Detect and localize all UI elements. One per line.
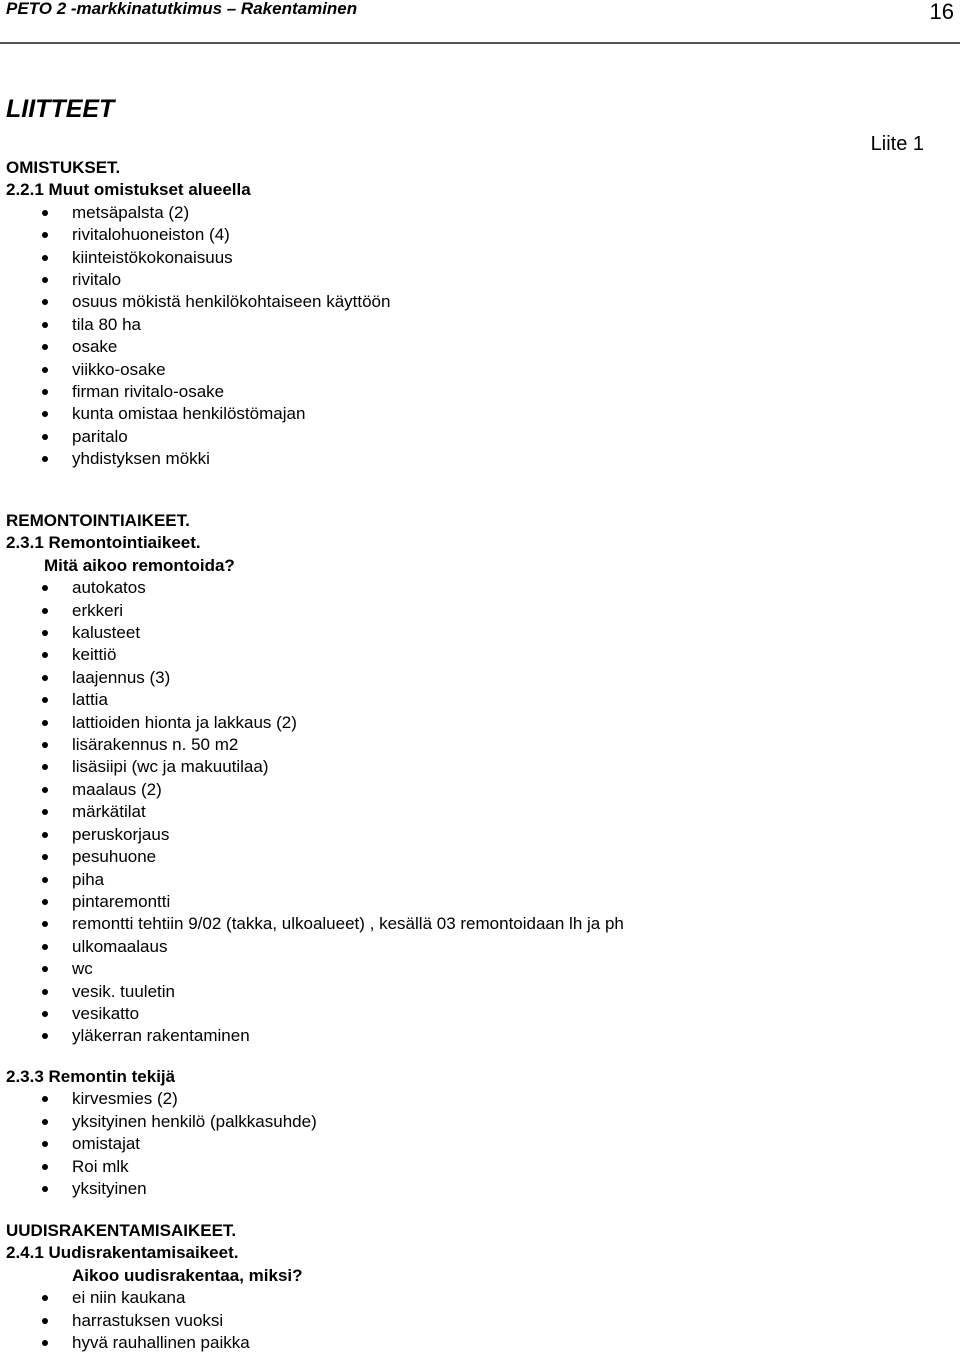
list-item: rivitalo — [6, 269, 960, 291]
list-item: lisäsiipi (wc ja makuutilaa) — [6, 756, 960, 778]
section-question: Mitä aikoo remontoida? — [44, 555, 235, 575]
list-item: osuus mökistä henkilökohtaiseen käyttöön — [6, 291, 960, 313]
list-item: paritalo — [6, 426, 960, 448]
list-item: kalusteet — [6, 622, 960, 644]
list-item: lisärakennus n. 50 m2 — [6, 734, 960, 756]
header-divider — [0, 42, 960, 44]
list-item: firman rivitalo-osake — [6, 381, 960, 403]
list-item: kirvesmies (2) — [6, 1088, 960, 1110]
list-item: peruskorjaus — [6, 824, 960, 846]
list-item: Roi mlk — [6, 1156, 960, 1178]
list-item: pesuhuone — [6, 846, 960, 868]
list-item: remontti tehtiin 9/02 (takka, ulkoalueet) , kesällä 03 remontoidaan lh ja ph — [6, 913, 960, 935]
appendix-label: Liite 1 — [870, 133, 924, 155]
page-title: LIITTEET — [6, 95, 115, 123]
page-number: 16 — [929, 0, 954, 24]
list-item: märkätilat — [6, 801, 960, 823]
section-subheading: 2.4.1 Uudisrakentamisaikeet. — [6, 1243, 239, 1263]
list-item: keittiö — [6, 644, 960, 666]
section-renovation — [6, 510, 960, 1048]
section-subheading: 2.3.1 Remontointiaikeet. — [6, 533, 201, 553]
list-item: viikko-osake — [6, 359, 960, 381]
section-subheading: 2.3.3 Remontin tekijä — [6, 1067, 176, 1086]
list-item: vesik. tuuletin — [6, 981, 960, 1003]
list-item: kunta omistaa henkilöstömajan — [6, 403, 960, 425]
section-renovator — [6, 1066, 960, 1200]
list-item: vesikatto — [6, 1003, 960, 1025]
list-item: erkkeri — [6, 600, 960, 622]
new-construction-list — [6, 1287, 960, 1354]
list-item: laajennus (3) — [6, 667, 960, 689]
list-item: lattioiden hionta ja lakkaus (2) — [6, 712, 960, 734]
list-item: pintaremontti — [6, 891, 960, 913]
section-new-construction — [6, 1220, 960, 1354]
list-item: harrastuksen vuoksi — [6, 1310, 960, 1332]
list-item: ulkomaalaus — [6, 936, 960, 958]
running-header-title: PETO 2 -markkinatutkimus – Rakentaminen — [6, 0, 358, 18]
list-item: metsäpalsta (2) — [6, 202, 960, 224]
list-item: yksityinen — [6, 1178, 960, 1200]
list-item: yläkerran rakentaminen — [6, 1025, 960, 1047]
list-item: yhdistyksen mökki — [6, 448, 960, 470]
list-item: yksityinen henkilö (palkkasuhde) — [6, 1111, 960, 1133]
section-heading: OMISTUKSET. — [6, 158, 121, 177]
section-heading: UUDISRAKENTAMISAIKEET. — [6, 1221, 237, 1240]
ownership-list — [6, 202, 960, 471]
list-item: omistajat — [6, 1133, 960, 1155]
list-item: hyvä rauhallinen paikka — [6, 1332, 960, 1354]
list-item: ei niin kaukana — [6, 1287, 960, 1309]
list-item: osake — [6, 336, 960, 358]
list-item: rivitalohuoneiston (4) — [6, 224, 960, 246]
section-subheading: 2.2.1 Muut omistukset alueella — [6, 180, 251, 200]
section-question: Aikoo uudisrakentaa, miksi? — [72, 1265, 303, 1285]
list-item: maalaus (2) — [6, 779, 960, 801]
section-ownership — [6, 157, 960, 471]
list-item: lattia — [6, 689, 960, 711]
section-heading: REMONTOINTIAIKEET. — [6, 511, 190, 530]
list-item: wc — [6, 958, 960, 980]
list-item: piha — [6, 869, 960, 891]
list-item: tila 80 ha — [6, 314, 960, 336]
renovator-list — [6, 1088, 960, 1200]
list-item: kiinteistökokonaisuus — [6, 247, 960, 269]
list-item: autokatos — [6, 577, 960, 599]
renovation-list — [6, 577, 960, 1048]
